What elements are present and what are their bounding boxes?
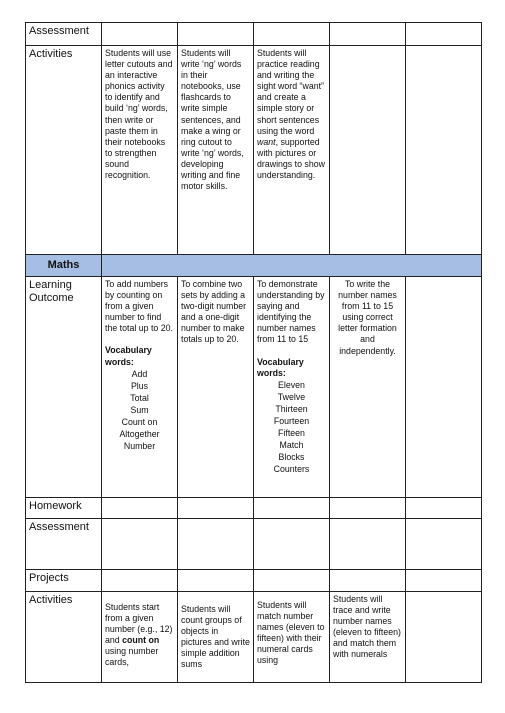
learning-outcome-row: [26, 277, 482, 498]
vocab-list-3: Eleven Twelve Thirteen Fourteen Fifteen Match Blocks Counters: [273, 379, 310, 474]
projects-row: [26, 570, 482, 592]
activity2-cell-2: Students will count groups of objects in pictures and write simple addition sums: [178, 592, 254, 683]
row-label-assessment-2: Assessment: [26, 519, 102, 570]
row-label-projects: Projects: [26, 570, 102, 592]
activity-cell-1: Students will use letter cutouts and an interactive phonics activity to identify and build ‘ng’ words, then write or paste them in their notebooks to strengthen sound recognition.: [102, 46, 178, 255]
outcome-cell-4: To write the number names from 11 to 15 using correct letter formation and independently.: [330, 277, 406, 498]
assessment-row: [26, 23, 482, 46]
outcome-cell-1: To add numbers by counting on from a given number to find the total up to 20. Vocabulary words: Add Plus Total Sum Count on Altogether Number: [102, 277, 178, 498]
row-label-assessment: Assessment: [26, 23, 102, 46]
vocab-title: Vocabulary words:: [257, 356, 304, 378]
activity2-cell-3: Students will match number names (eleven to fifteen) with their numeral cards using: [254, 592, 330, 683]
activity-cell-3: Students will practice reading and writing the sight word “want” and create a simple story or short sentences using the word want, supported with pictures or drawings to show understanding.: [254, 46, 330, 255]
activities-row: [26, 46, 482, 255]
activity-cell-2: Students will write ‘ng’ words in their notebooks, use flashcards to write simple sentences, and make a wing or ring cutout to write ‘ng’ words, developing writing and fine motor skills.: [178, 46, 254, 255]
vocab-title: Vocabulary words:: [105, 345, 152, 367]
row-label-activities-2: Activities: [26, 592, 102, 683]
vocab-list-1: Add Plus Total Sum Count on Altogether Number: [119, 368, 160, 451]
assessment-row-2: [26, 519, 482, 570]
outcome-cell-3: To demonstrate understanding by saying and identifying the number names from 11 to 15 Vocabulary words: Eleven Twelve Thirteen Fourteen Fifteen Match Blocks Counters: [254, 277, 330, 498]
activity2-cell-4: Students will trace and write number names (eleven to fifteen) and match them with numerals: [330, 592, 406, 683]
outcome-cell-2: To combine two sets by adding a two-digit number and a one-digit number to make totals up to 20.: [178, 277, 254, 498]
homework-row: [26, 498, 482, 519]
lesson-plan-table: [25, 22, 482, 683]
maths-section-row: [26, 255, 482, 277]
activities-row-2: [26, 592, 482, 683]
row-label-homework: Homework: [26, 498, 102, 519]
row-label-learning-outcome: Learning Outcome: [26, 277, 102, 498]
section-label-maths: Maths: [26, 255, 102, 277]
row-label-activities: Activities: [26, 46, 102, 255]
activity2-cell-1: Students start from a given number (e.g., 12) and count on using number cards,: [102, 592, 178, 683]
